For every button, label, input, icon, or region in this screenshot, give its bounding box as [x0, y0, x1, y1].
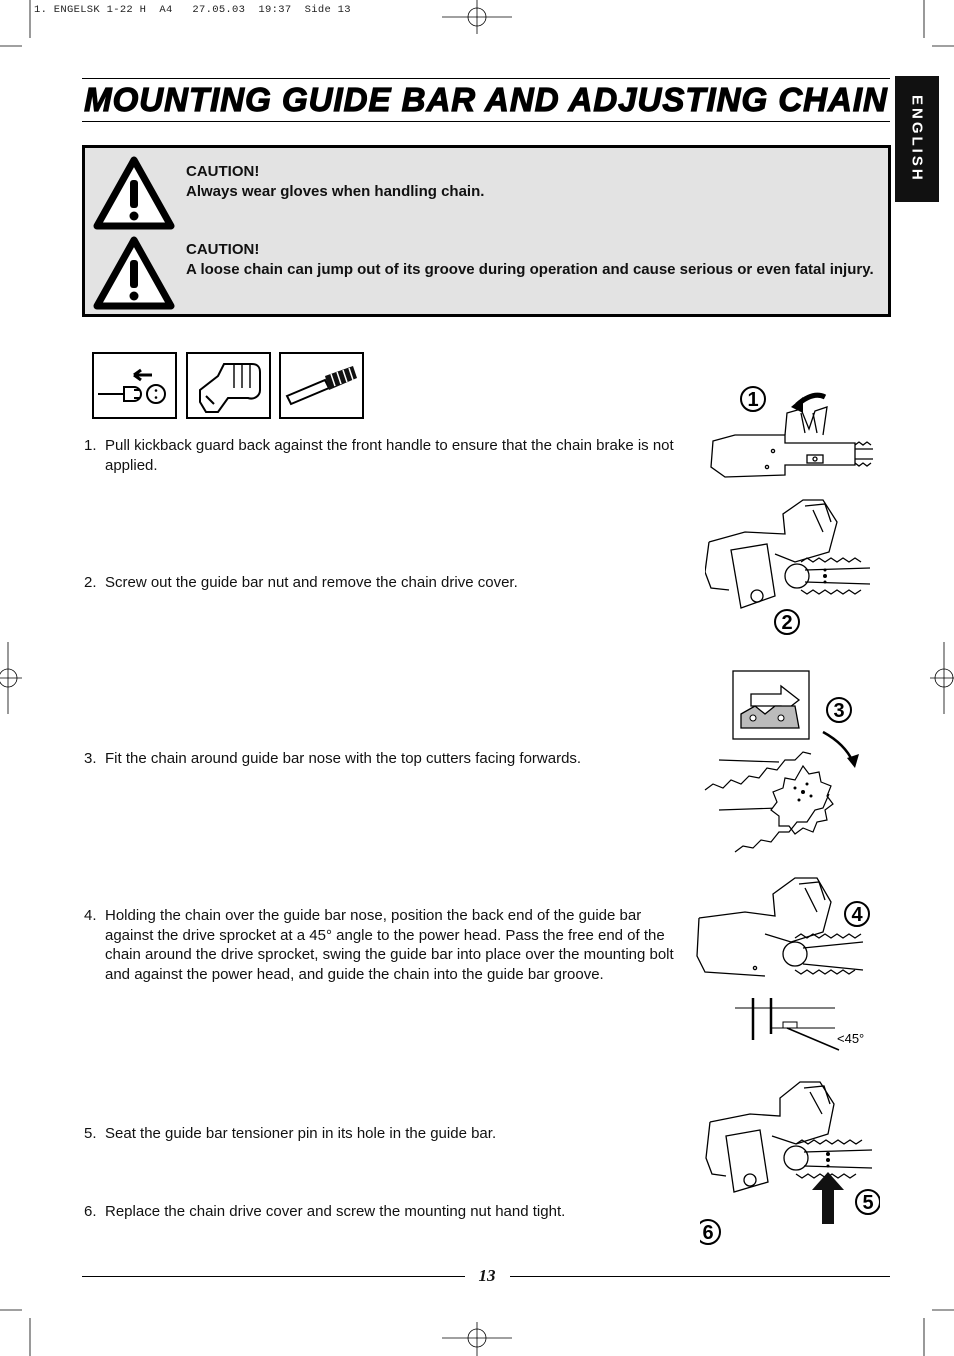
step-text: Holding the chain over the guide bar nose, position the back end of the guide bar against the drive sprocket at a 45° angle to the power head. Pass the free end of the chain around the drive sprocket, swing the guide bar into place over the mounting bolt and against the power head, and guide the chain into the guide bar groove.: [105, 907, 674, 983]
warning-triangle-icon: [93, 236, 175, 310]
step-number: 5.: [84, 1125, 97, 1142]
footer-rule-left: [82, 1276, 465, 1277]
print-slug: 1. ENGELSK 1-22 H A4 27.05.03 19:37 Side 13: [34, 4, 351, 16]
brush-icon: [279, 352, 364, 419]
step-6: [84, 1202, 680, 1222]
figure-label: 2: [781, 612, 793, 634]
caution-box: [82, 145, 891, 317]
figure-label: 4: [851, 904, 863, 926]
caution-heading: CAUTION!: [186, 241, 260, 258]
step-number: 6.: [84, 1203, 97, 1220]
glove-icon: [186, 352, 271, 419]
angle-label: <45°: [837, 1031, 865, 1046]
caution-1: [186, 162, 876, 202]
language-tab: ENGLISH: [895, 76, 939, 202]
figure-tensioner-pin: [700, 1078, 880, 1248]
page-title: MOUNTING GUIDE BAR AND ADJUSTING CHAIN: [82, 78, 890, 122]
figure-fit-chain: [695, 670, 875, 860]
step-number: 3.: [84, 750, 97, 767]
caution-text: Always wear gloves when handling chain.: [186, 183, 485, 200]
step-2: [84, 573, 680, 593]
step-text: Pull kickback guard back against the front handle to ensure that the chain brake is not applied.: [105, 437, 674, 474]
step-number: 1.: [84, 437, 97, 454]
caution-heading: CAUTION!: [186, 163, 260, 180]
step-4: [84, 906, 680, 984]
warning-triangle-icon: [93, 156, 175, 230]
figure-label: 3: [833, 700, 845, 722]
figure-remove-cover: [705, 492, 875, 642]
figure-label: 1: [747, 389, 759, 411]
step-text: Seat the guide bar tensioner pin in its hole in the guide bar.: [105, 1125, 497, 1142]
step-text: Fit the chain around guide bar nose with the top cutters facing forwards.: [105, 750, 582, 767]
caution-text: A loose chain can jump out of its groove during operation and cause serious or even fatal injury.: [186, 261, 874, 278]
step-3: [84, 749, 680, 769]
figure-label: 6: [702, 1222, 714, 1244]
step-text: Screw out the guide bar nut and remove the chain drive cover.: [105, 574, 518, 591]
unplug-icon: [92, 352, 177, 419]
step-number: 4.: [84, 907, 97, 924]
step-text: Replace the chain drive cover and screw the mounting nut hand tight.: [105, 1203, 566, 1220]
figure-kickback-guard: [705, 383, 875, 493]
step-number: 2.: [84, 574, 97, 591]
figure-label: 5: [862, 1192, 874, 1214]
step-5: [84, 1124, 680, 1144]
step-1: [84, 436, 680, 475]
page-number: 13: [478, 1266, 496, 1285]
caution-2: [186, 240, 876, 280]
figure-guide-bar-angle: [695, 872, 875, 1052]
footer-rule-right: [510, 1276, 890, 1277]
